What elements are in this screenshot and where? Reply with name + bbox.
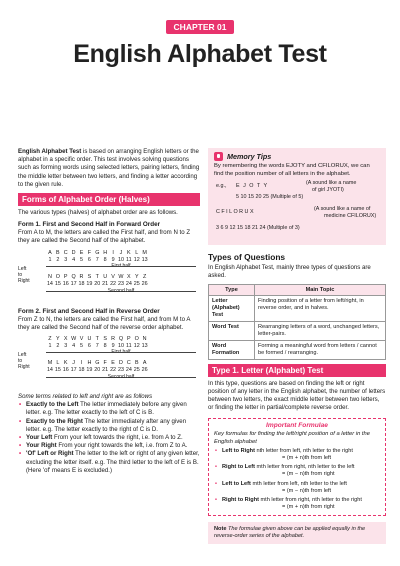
type1-text: In this type, questions are based on finding the left or right position of any letter in the English alphabet, the number of letters between two letters, the exact middle letter between two letters, or finding the letter in partial/complete reverse order. [208, 379, 386, 412]
sequence-cell: 25 [133, 367, 140, 374]
form2-title: Form 2. First and Second Half in Reverse Order [18, 307, 160, 315]
sequence-cell: M [47, 360, 53, 367]
sequence-cell: 9 [111, 256, 115, 263]
list-item: • Your Right From your right towards the left, i.e. from Z to A. [18, 442, 200, 450]
first-half-label: First half [111, 262, 131, 269]
sequence-cell: B [56, 249, 60, 256]
sequence-cell: 4 [72, 343, 76, 350]
sequence-cell: V [111, 273, 115, 280]
sequence-cell: 13 [141, 256, 148, 263]
formula-item: • Right to Right mth letter from right, nth letter to the right = (m + n)th from right [214, 497, 380, 511]
sequence-cell: O [55, 273, 60, 280]
sequence-cell: W [71, 336, 77, 343]
reverse-letters-first [46, 336, 149, 342]
lightbulb-icon [214, 152, 223, 161]
sequence-cell: Q [118, 336, 124, 343]
left-to-right-label: Left to Right [18, 265, 30, 284]
sequence-cell: 20 [94, 367, 101, 374]
sequence-cell: G [95, 249, 100, 256]
section-intro: The various types (halves) of alphabet order are as follows. [18, 209, 178, 217]
sequence-cell: 1 [48, 343, 52, 350]
sequence-cell: 14 [46, 280, 53, 287]
ejoty-numbers: 5 10 15 20 25 (Multiple of 5) [236, 194, 304, 201]
sequence-cell: 26 [141, 367, 148, 374]
sequence-cell: 21 [102, 367, 109, 374]
sequence-cell: D [71, 249, 76, 256]
sequence-cell: V [79, 336, 84, 343]
form1-text: From A to M, the letters are called the First half, and from N to Z they are called the Second half of the alphabet. [18, 229, 191, 245]
form1-title: Form 1. First and Second Half in Forward Order [18, 221, 161, 229]
sequence-cell: C [63, 249, 68, 256]
memory-tips-box [208, 148, 386, 245]
sequence-cell: U [87, 336, 92, 343]
note-box: Note The formulae given above can be applied equally in the reverse-order series of the alphabet. [208, 522, 386, 544]
sequence-cell: 13 [141, 343, 148, 350]
section-heading-type1: Type 1. Letter (Alphabet) Test [208, 364, 386, 377]
reverse-letters-second [46, 360, 149, 366]
sequence-cell: L [135, 249, 139, 256]
sequence-cell: 3 [64, 256, 68, 263]
sequence-cell: O [134, 336, 139, 343]
list-item: • Exactly to the Left The letter immediately before any given letter. e.g. The letter exactly to the left of C is B. [18, 401, 200, 417]
sequence-cell: D [119, 360, 123, 367]
sequence-cell: 12 [133, 256, 140, 263]
reverse-numbers-second [46, 367, 149, 373]
sequence-cell: S [87, 273, 92, 280]
sequence-cell: X [127, 273, 131, 280]
sequence-cell: L [56, 360, 60, 367]
forward-order-diagram [18, 246, 200, 304]
forward-letters-second [46, 274, 149, 280]
sequence-cell: 18 [78, 367, 85, 374]
right-column [208, 148, 386, 544]
sequence-cell: 22 [110, 367, 117, 374]
sequence-cell: 19 [86, 280, 93, 287]
reverse-left-to-right-label: Left to Right [18, 352, 30, 371]
sequence-cell: K [63, 360, 68, 367]
formulae-list [214, 448, 380, 512]
sequence-cell: N [47, 273, 52, 280]
sequence-cell: 9 [111, 343, 115, 350]
sequence-cell: E [111, 360, 115, 367]
sequence-cell: 17 [70, 367, 77, 374]
sequence-cell: A [48, 249, 52, 256]
sequence-cell: W [118, 273, 124, 280]
form2-text: From Z to N, the letters are called the First half, and from M to A they are called the Second half of the reverse order alphabet. [18, 315, 191, 331]
sequence-cell: G [95, 360, 100, 367]
sequence-cell: R [111, 336, 116, 343]
sequence-cell: 25 [133, 280, 140, 287]
second-half-label: Second half [107, 287, 135, 294]
cfilorux-note-line2: medicine CFILORUX) [324, 213, 377, 220]
sequence-cell: H [103, 249, 108, 256]
sequence-cell: M [142, 249, 147, 256]
sequence-cell: 1 [48, 256, 52, 263]
sequence-cell: F [87, 249, 92, 256]
types-table [208, 284, 386, 360]
sequence-cell: Y [134, 273, 139, 280]
sequence-cell: 15 [54, 367, 61, 374]
cfilorux-note-line1: (A sound like a name of [314, 206, 371, 213]
formula-item: • Right to Left mth letter from right, nth letter to the left = (m − n)th from right [214, 464, 380, 478]
intro-paragraph: English Alphabet Test is based on arranging English letters or the alphabet in a specific order. This test involves solving questions such as forming words using selected letters, pairing letters, finding the middle letter between two letters, and finding a letter according to the given rule. [18, 148, 200, 188]
sequence-cell: 11 [126, 343, 132, 350]
sequence-cell: 2 [56, 256, 60, 263]
sequence-cell: 16 [62, 367, 69, 374]
ejoty-letters: E J O T Y [236, 183, 269, 190]
table-row: Word Formation Forming a meaningful word from letters / cannot be formed / rearranging. [209, 340, 386, 359]
list-item: • Your Left From your left towards the right, i.e. from A to Z. [18, 434, 200, 442]
formulae-box [208, 418, 386, 516]
sequence-cell: B [134, 360, 139, 367]
sequence-cell: 6 [87, 256, 91, 263]
sequence-cell: X [63, 336, 68, 343]
sequence-cell: Y [56, 336, 60, 343]
sequence-cell: R [79, 273, 84, 280]
formula-item: • Left to Right nth letter from left, nth letter to the right = (m + n)th from left [214, 448, 380, 462]
sequence-cell: 16 [62, 280, 69, 287]
sequence-cell: 8 [103, 256, 107, 263]
memory-sequences [214, 178, 380, 240]
sequence-cell: U [103, 273, 108, 280]
cfilorux-numbers: 3 6 9 12 15 18 21 24 (Multiple of 3) [216, 225, 300, 232]
reverse-first-half-label: First half [111, 349, 131, 356]
terms-intro: Some terms related to left and right are as follows [18, 393, 153, 401]
sequence-cell: 7 [95, 256, 99, 263]
sequence-cell: 3 [64, 343, 68, 350]
page-title: English Alphabet Test [73, 40, 327, 68]
list-item: • 'Of' Left or Right The letter to the left or right of any given letter, excluding the letter itself. e.g. The third letter to the left of E is B. (Here 'of' means E is excluded.) [18, 450, 200, 475]
sequence-cell: 7 [95, 343, 99, 350]
sequence-cell: E [79, 249, 84, 256]
ejoty-note-line2: of girl JYOTI) [312, 187, 344, 194]
first-half-line [46, 266, 196, 267]
sequence-cell: N [142, 336, 147, 343]
list-item: • Exactly to the Right The letter immediately after any given letter. e.g. The letter exactly to the right of C is D. [18, 418, 200, 434]
sequence-cell: 24 [125, 280, 132, 287]
sequence-cell: 10 [117, 343, 124, 350]
sequence-cell: J [119, 249, 123, 256]
sequence-cell: P [63, 273, 68, 280]
sequence-cell: K [127, 249, 131, 256]
table-header-type: Type [209, 284, 255, 295]
sequence-cell: I [112, 249, 114, 256]
sequence-cell: 14 [46, 367, 53, 374]
sequence-cell: 8 [103, 343, 107, 350]
sequence-cell: P [127, 336, 131, 343]
formula-item: • Left to Left mth letter from left, nth letter to the left = (m − n)th from left [214, 481, 380, 495]
sequence-cell: T [95, 336, 99, 343]
sequence-cell: 20 [94, 280, 101, 287]
sequence-cell: 4 [72, 256, 76, 263]
sequence-cell: F [103, 360, 107, 367]
sequence-cell: I [80, 360, 83, 367]
formulae-intro: Key formulas for finding the left/right position of a letter in the English alphabet [214, 431, 370, 445]
sequence-cell: 12 [133, 343, 140, 350]
sequence-cell: 11 [126, 256, 132, 263]
sequence-cell: C [126, 360, 131, 367]
sequence-cell: 21 [102, 280, 109, 287]
terms-list [18, 401, 200, 475]
sequence-cell: S [103, 336, 107, 343]
sequence-cell: 26 [141, 280, 148, 287]
sequence-cell: Z [142, 273, 147, 280]
ejoty-note-line1: (A sound like a name [306, 180, 357, 187]
forward-numbers-second [46, 281, 149, 287]
reverse-second-half-label: Second half [107, 374, 135, 381]
sequence-cell: 18 [78, 280, 85, 287]
reverse-first-half-line [46, 352, 196, 353]
sequence-cell: Q [71, 273, 76, 280]
sequence-cell: 6 [87, 343, 91, 350]
types-heading: Types of Questions [208, 252, 286, 263]
section-heading-forms: Forms of Alphabet Order (Halves) [18, 193, 200, 206]
sequence-cell: 17 [70, 280, 77, 287]
sequence-cell: 24 [125, 367, 132, 374]
cfilorux-letters: C F I L O R U X [216, 209, 254, 216]
eg-label: e.g., [216, 183, 227, 190]
sequence-cell: H [87, 360, 92, 367]
sequence-cell: 19 [86, 367, 93, 374]
table-row: Letter (Alphabet) Test Finding position of a letter from left/right, in reverse order, and in halves. [209, 295, 386, 321]
sequence-cell: 5 [80, 343, 83, 350]
sequence-cell: 5 [80, 256, 83, 263]
memory-tips-heading: Memory Tips [214, 152, 380, 161]
reverse-order-diagram [18, 332, 200, 390]
sequence-cell: A [142, 360, 147, 367]
sequence-cell: 15 [54, 280, 61, 287]
table-header-topic: Main Topic [255, 284, 386, 295]
sequence-cell: Z [48, 336, 52, 343]
sequence-cell: J [72, 360, 75, 367]
forward-letters-first [46, 250, 149, 256]
chapter-badge: CHAPTER 01 [166, 20, 234, 34]
sequence-cell: 22 [110, 280, 117, 287]
memory-tips-text: By remembering the words EJOTY and CFILORUX, we can find the position number of all letters in the alphabet. [214, 163, 370, 177]
left-column [18, 148, 200, 475]
table-row: Word Test Rearranging letters of a word, unchanged letters, letter-pairs. [209, 321, 386, 340]
sequence-cell: 2 [56, 343, 60, 350]
sequence-cell: 10 [117, 256, 124, 263]
types-text: In English Alphabet Test, mainly three types of questions are asked. [208, 264, 371, 280]
sequence-cell: 23 [117, 280, 124, 287]
sequence-cell: T [95, 273, 99, 280]
sequence-cell: 23 [117, 367, 124, 374]
formulae-title: Important Formulae [266, 422, 328, 430]
